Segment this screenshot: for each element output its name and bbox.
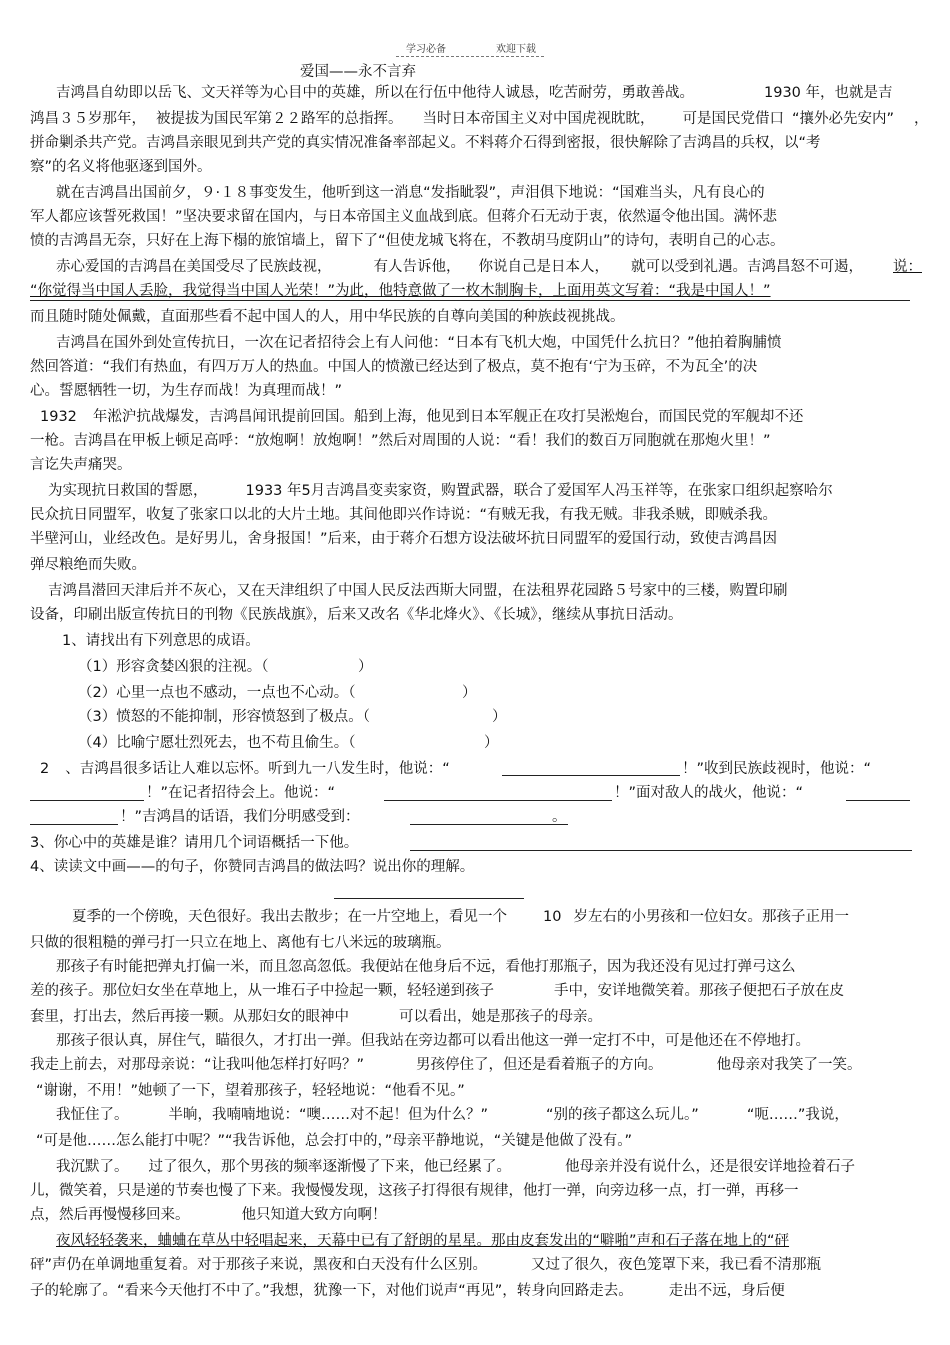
text-line: 儿，微笑着，只是递的节奏也慢了下来。我慢慢发现，这孩子打得很有规律，他打一弹，向旁边移一点，打一弹，再移一 bbox=[30, 1183, 799, 1199]
answer-blank[interactable] bbox=[410, 824, 568, 825]
question-4: 4、读读文中画——的句子，你赞同吉鸿昌的做法吗？说出你的理解。 bbox=[30, 859, 475, 875]
question-1-item: （3）愤怒的不能抑制，形容愤怒到了极点。（ bbox=[78, 709, 370, 725]
text-line: 我走上前去，对那母亲说：“让我叫他怎样打好吗？” 男孩停住了，但还是看着瓶子的方向。 他母亲对我笑了一笑。 bbox=[30, 1057, 862, 1073]
answer-blank[interactable] bbox=[502, 775, 680, 776]
text-line: 赤心爱国的吉鸿昌在美国受尽了民族歧视， 有人告诉他， 你说自己是日本人， 就可以受到礼遇。吉鸿昌怒不可遏， 说： bbox=[56, 259, 922, 275]
question-2-line: ！”在记者招待会上。他说：“ bbox=[146, 785, 336, 801]
text-line: 点，然后再慢慢移回来。 他只知道大致方向啊！ bbox=[30, 1207, 387, 1223]
answer-blank[interactable] bbox=[30, 800, 144, 801]
close-paren: ） bbox=[484, 735, 499, 751]
text-line: 吉鸿昌自幼即以岳飞、文天祥等为心目中的英雄，所以在行伍中他待人诚恳，吃苦耐劳，勇敢善战。 1930 年，也就是吉 bbox=[56, 85, 893, 101]
text-line: 弹尽粮绝而失败。 bbox=[30, 557, 146, 573]
text-line: 我怔住了。 半晌，我喃喃地说：“噢……对不起！但为什么？” “别的孩子都这么玩儿。” “呃……”我说， bbox=[56, 1107, 849, 1123]
answer-blank[interactable] bbox=[846, 800, 910, 801]
text-line: 为实现抗日救国的誓愿， 1933 年5月吉鸿昌变卖家资，购置武器，联合了爱国军人冯玉祥等，在张家口组织起察哈尔 bbox=[48, 483, 833, 499]
question-1-item: （4）比喻宁愿壮烈死去，也不苟且偷生。（ bbox=[78, 735, 356, 751]
text-line: 差的孩子。那位妇女坐在草地上，从一堆石子中捡起一颗，轻轻递到孩子 手中，安详地微笑着。那孩子便把石子放在皮 bbox=[30, 983, 844, 999]
text-line: 夏季的一个傍晚，天色很好。我出去散步；在一片空地上，看见一个 10 岁左右的小男孩和一位妇女。那孩子正用一 bbox=[72, 909, 849, 925]
text-line: 而且随时随处佩戴，直面那些看不起中国人的人，用中华民族的自尊向美国的种族歧视挑战。 bbox=[30, 309, 625, 325]
close-paren: ） bbox=[358, 659, 373, 675]
header-divider bbox=[396, 56, 544, 57]
underlined-sentence: “你觉得当中国人丢脸，我觉得当中国人光荣！”为此，他特意做了一枚木制胸卡，上面用英文写着：“我是中国人！” bbox=[30, 283, 771, 299]
question-1: 1、请找出有下列意思的成语。 bbox=[62, 633, 260, 649]
text-line: 愤的吉鸿昌无奈，只好在上海下榻的旅馆墙上，留下了“但使龙城飞将在，不教胡马度阴山”的诗句，表明自己的心志。 bbox=[30, 233, 785, 249]
close-paren: ） bbox=[492, 709, 507, 725]
text-line: 言讫失声痛哭。 bbox=[30, 457, 132, 473]
question-2-line: ！”面对敌人的战火，他说：“ bbox=[614, 785, 804, 801]
text-line: 我沉默了。 过了很久，那个男孩的频率逐渐慢了下来，他已经累了。 他母亲并没有说什么，还是很安详地捡着石子 bbox=[56, 1159, 855, 1175]
question-2-line: ！”收到民族歧视时，他说：“ bbox=[682, 761, 872, 777]
header-right: 欢迎下载 bbox=[496, 44, 536, 55]
sentence-underline bbox=[30, 300, 910, 301]
text-line: 心。誓愿牺牲一切，为生存而战！为真理而战！” bbox=[30, 383, 343, 399]
text-line: “谢谢，不用！”她顿了一下，望着那孩子，轻轻地说：“他看不见。” bbox=[36, 1083, 465, 1099]
underlined-sentence: 夜风轻轻袭来，蛐蛐在草丛中轻唱起来，天幕中已有了舒朗的星星。那由皮套发出的“噼啪”声和石子落在地上的“砰 bbox=[56, 1233, 790, 1249]
story-title: 爱国——永不言弃 bbox=[300, 64, 416, 80]
close-paren: ） bbox=[462, 685, 477, 701]
text-line: 民众抗日同盟军，收复了张家口以北的大片土地。其间他即兴作诗说：“有贼无我，有我无贼。非我杀贼，即贼杀我。 bbox=[30, 507, 778, 523]
answer-blank[interactable] bbox=[410, 850, 912, 851]
header-left: 学习必备 bbox=[406, 44, 446, 55]
text-line: 那孩子有时能把弹丸打偏一米，而且忽高忽低。我便站在他身后不远，看他打那瓶子，因为我还没有见过打弹弓这么 bbox=[56, 959, 796, 975]
answer-blank[interactable] bbox=[334, 898, 524, 899]
text-line: 拼命剿杀共产党。吉鸿昌亲眼见到共产党的真实情况准备率部起义。不料蒋介石得到密报，很快解除了吉鸿昌的兵权，以“考 bbox=[30, 135, 821, 151]
text-line: 察”的名义将他驱逐到国外。 bbox=[30, 159, 212, 175]
question-3: 3、你心中的英雄是谁？请用几个词语概括一下他。 bbox=[30, 835, 359, 851]
text-line: 军人都应该誓死救国！”坚决要求留在国内，与日本帝国主义血战到底。但蒋介石无动于衷，依然逼令他出国。满怀悲 bbox=[30, 209, 778, 225]
text-line: 那孩子很认真，屏住气，瞄很久，才打出一弹。但我站在旁边都可以看出他这一弹一定打不中，可是他还在不停地打。 bbox=[56, 1033, 810, 1049]
text-line: 砰”声仍在单调地重复着。对于那孩子来说，黑夜和白天没有什么区别。 又过了很久，夜色笼罩下来，我已看不清那瓶 bbox=[30, 1257, 822, 1273]
text-line: 一枪。吉鸿昌在甲板上顿足高呼：“放炮啊！放炮啊！”然后对周围的人说：“看！我们的数百万同胞就在那炮火里！” bbox=[30, 433, 771, 449]
text-line: 然回答道：“我们有热血，有四万万人的热血。中国人的愤激已经达到了极点，莫不抱有‘宁为玉碎，不为瓦全’的决 bbox=[30, 359, 758, 375]
text-line: 1932 年淞沪抗战爆发，吉鸿昌闻讯提前回国。船到上海，他见到日本军舰正在攻打吴淞炮台，而国民党的军舰却不还 bbox=[40, 409, 804, 425]
text-line: “可是他……怎么能打中呢？”“我告诉他，总会打中的，”母亲平静地说，“关键是他做了没有。” bbox=[36, 1133, 633, 1149]
answer-blank[interactable] bbox=[384, 800, 612, 801]
text-line: 半壁河山，业经改色。是好男儿，舍身报国！”后来，由于蒋介石想方设法破坏抗日同盟军的爱国行动，致使吉鸿昌因 bbox=[30, 531, 778, 547]
question-1-item: （1）形容贪婪凶狠的注视。（ bbox=[78, 659, 269, 675]
question-1-item: （2）心里一点也不感动，一点也不心动。（ bbox=[78, 685, 356, 701]
question-2-end: 。 bbox=[552, 809, 567, 825]
text-line: 子的轮廓了。“看来今天他打不中了。”我想，犹豫一下，对他们说声“再见”，转身向回路走去。 走出不远，身后便 bbox=[30, 1283, 785, 1299]
answer-blank[interactable] bbox=[30, 824, 118, 825]
text-line: 套里，打出去，然后再接一颗。从那妇女的眼神中 可以看出，她是那孩子的母亲。 bbox=[30, 1009, 602, 1025]
text-line: 就在吉鸿昌出国前夕，９·１８事变发生，他听到这一消息“发指眦裂”，声泪俱下地说：“国难当头，凡有良心的 bbox=[56, 185, 765, 201]
text-line: 只做的很粗糙的弹弓打一只立在地上、离他有七八米远的玻璃瓶。 bbox=[30, 935, 451, 951]
question-2-line: ！”吉鸿昌的话语，我们分明感受到： bbox=[120, 809, 360, 825]
question-2-line: 2 、吉鸿昌很多话让人难以忘怀。听到九一八发生时，他说：“ bbox=[40, 761, 450, 777]
text-line: 吉鸿昌在国外到处宣传抗日，一次在记者招待会上有人问他：“日本有飞机大炮，中国凭什么抗日？”他拍着胸脯愤 bbox=[56, 335, 782, 351]
text-line: 吉鸿昌潜回天津后并不灰心，又在天津组织了中国人民反法西斯大同盟，在法租界花园路５号家中的三楼，购置印刷 bbox=[48, 583, 788, 599]
text-line: 鸿昌３５岁那年， 被提拔为国民军第２２路军的总指挥。 当时日本帝国主义对中国虎视眈眈， 可是国民党借口 “攘外必先安内” ， bbox=[30, 111, 929, 127]
text-line: 设备，印刷出版宣传抗日的刊物《民族战旗》，后来又改名《华北烽火》、《长城》，继续从事抗日活动。 bbox=[30, 607, 683, 623]
